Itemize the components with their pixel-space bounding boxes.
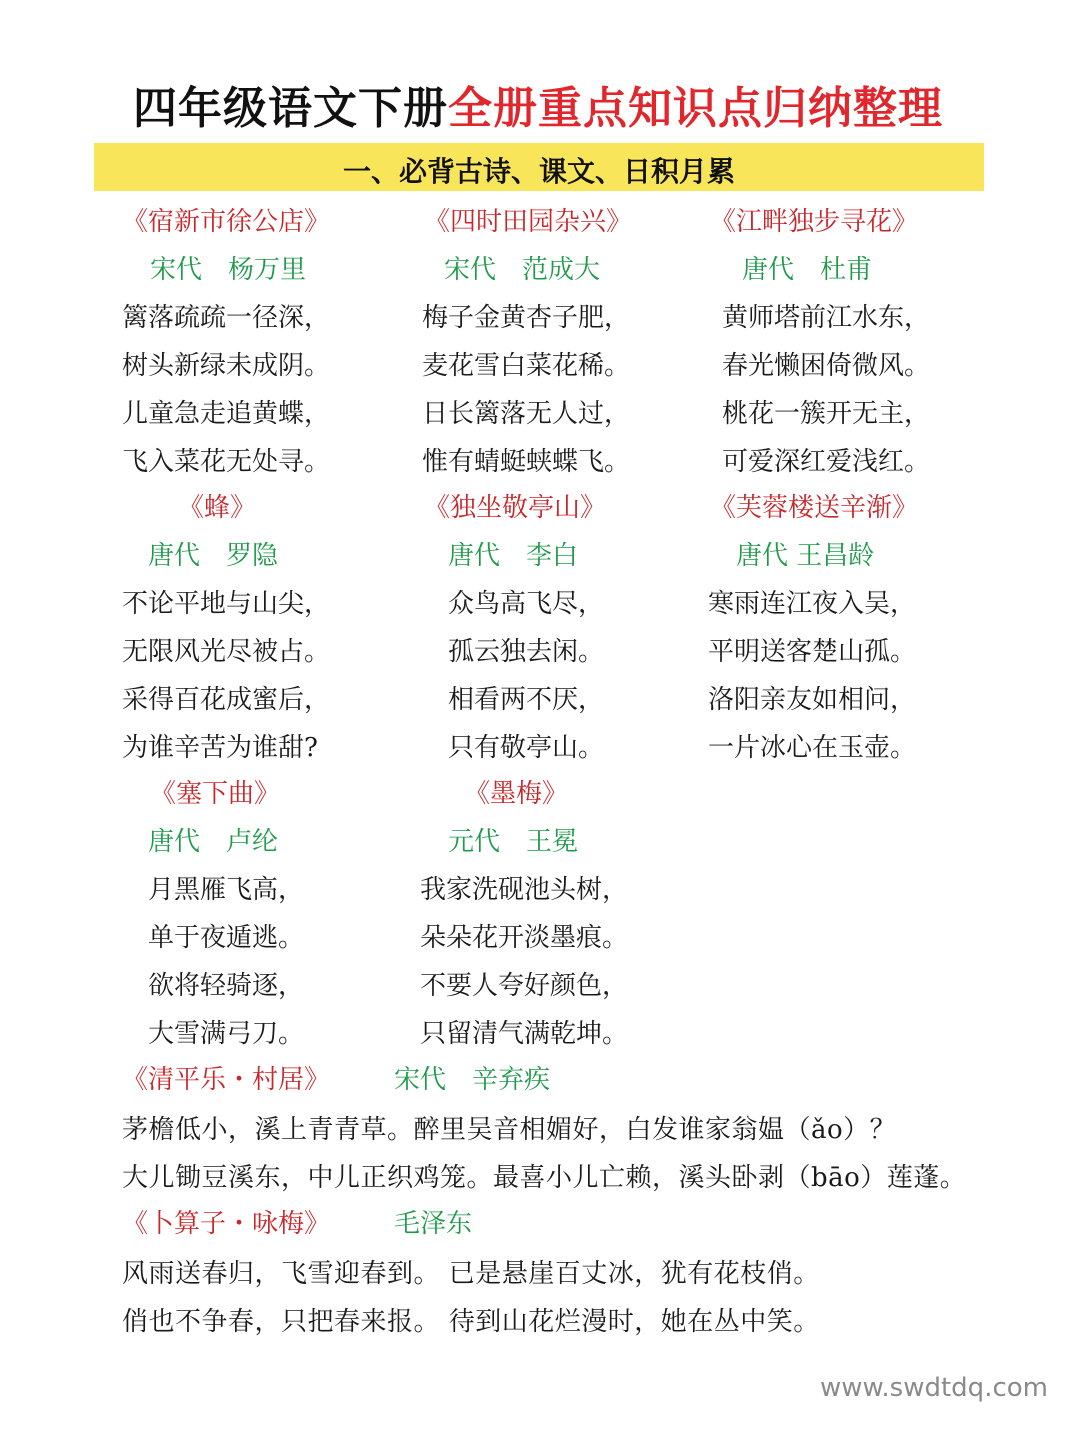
poem-line: 麦花雪白菜花稀。 bbox=[422, 351, 631, 381]
poem-line: 月黑雁飞高， bbox=[148, 875, 305, 905]
poem-line: 平明送客楚山孤。 bbox=[708, 637, 917, 667]
ci-title: 《卜算子・咏梅》 bbox=[122, 1209, 331, 1239]
poem-line: 惟有蜻蜓蛱蝶飞。 bbox=[422, 447, 631, 477]
poem-line: 梅子金黄杏子肥， bbox=[422, 303, 631, 333]
title-part-2: 全册重点知识点归纳整理 bbox=[448, 83, 943, 134]
poem-line: 儿童急走追黄蝶， bbox=[122, 399, 331, 429]
poem-line: 只有敬亭山。 bbox=[448, 733, 605, 763]
poem-line: 篱落疏疏一径深， bbox=[122, 303, 331, 333]
poem-line: 桃花一簇开无主， bbox=[722, 399, 931, 429]
poem-title: 《独坐敬亭山》 bbox=[424, 493, 607, 523]
ci-line: 茅檐低小，溪上青青草。醉里吴音相媚好，白发谁家翁媪（ǎo）？ bbox=[122, 1115, 897, 1145]
poem-line: 为谁辛苦为谁甜? bbox=[122, 733, 318, 763]
ci-line: 大儿锄豆溪东，中儿正织鸡笼。最喜小儿亡赖，溪头卧剥（bāo）莲蓬。 bbox=[122, 1163, 967, 1193]
poem-line: 不要人夸好颜色， bbox=[420, 971, 629, 1001]
poem-author: 唐代 李白 bbox=[448, 541, 579, 571]
poem-line: 孤云独去闲。 bbox=[448, 637, 605, 667]
poem-author: 唐代 罗隐 bbox=[148, 541, 279, 571]
poem-line: 黄师塔前江水东， bbox=[722, 303, 931, 333]
poem-title: 《塞下曲》 bbox=[150, 779, 281, 809]
poem-title: 《墨梅》 bbox=[464, 779, 569, 809]
ci-line: 风雨送春归，飞雪迎春到。 已是悬崖百丈冰，犹有花枝俏。 bbox=[122, 1259, 820, 1289]
poem-author: 唐代 王昌龄 bbox=[736, 541, 875, 571]
poem-author: 唐代 杜甫 bbox=[742, 255, 873, 285]
poem-title: 《芙蓉楼送辛渐》 bbox=[710, 493, 919, 523]
poem-line: 树头新绿未成阴。 bbox=[122, 351, 331, 381]
poem-line: 单于夜遁逃。 bbox=[148, 923, 305, 953]
section-heading: 一、必背古诗、课文、日积月累 bbox=[342, 155, 735, 188]
poem-line: 众鸟高飞尽， bbox=[448, 589, 605, 619]
poem-author: 元代 王冕 bbox=[448, 827, 579, 857]
poem-title: 《四时田园杂兴》 bbox=[424, 207, 633, 237]
poem-line: 大雪满弓刀。 bbox=[148, 1019, 305, 1049]
poem-title: 《宿新市徐公店》 bbox=[122, 207, 331, 237]
poem-line: 无限风光尽被占。 bbox=[122, 637, 331, 667]
poem-title: 《江畔独步寻花》 bbox=[710, 207, 919, 237]
ci-author: 毛泽东 bbox=[394, 1209, 473, 1239]
poem-line: 洛阳亲友如相问， bbox=[708, 685, 917, 715]
section-banner bbox=[94, 143, 984, 191]
ci-author: 宋代 辛弃疾 bbox=[394, 1065, 551, 1095]
poem-line: 采得百花成蜜后， bbox=[122, 685, 331, 715]
page-title bbox=[0, 72, 1076, 136]
poem-title: 《蜂》 bbox=[178, 493, 257, 523]
poem-line: 春光懒困倚微风。 bbox=[722, 351, 931, 381]
poem-line: 飞入菜花无处寻。 bbox=[122, 447, 331, 477]
poem-author: 唐代 卢纶 bbox=[148, 827, 279, 857]
poem-line: 寒雨连江夜入吴， bbox=[708, 589, 917, 619]
ci-line: 俏也不争春，只把春来报。 待到山花烂漫时，她在丛中笑。 bbox=[122, 1307, 820, 1337]
poem-line: 欲将轻骑逐， bbox=[148, 971, 305, 1001]
watermark: www.swdtdq.com bbox=[820, 1373, 1048, 1403]
poem-line: 只留清气满乾坤。 bbox=[420, 1019, 629, 1049]
poem-line: 不论平地与山尖， bbox=[122, 589, 331, 619]
poem-line: 一片冰心在玉壶。 bbox=[708, 733, 917, 763]
poem-line: 朵朵花开淡墨痕。 bbox=[420, 923, 629, 953]
title-part-1: 四年级语文下册 bbox=[133, 83, 448, 134]
poem-line: 相看两不厌， bbox=[448, 685, 605, 715]
poem-line: 我家洗砚池头树， bbox=[420, 875, 629, 905]
ci-title: 《清平乐・村居》 bbox=[122, 1065, 331, 1095]
poem-author: 宋代 杨万里 bbox=[150, 255, 307, 285]
poem-line: 可爱深红爱浅红。 bbox=[722, 447, 931, 477]
poem-author: 宋代 范成大 bbox=[444, 255, 601, 285]
poem-line: 日长篱落无人过， bbox=[422, 399, 631, 429]
